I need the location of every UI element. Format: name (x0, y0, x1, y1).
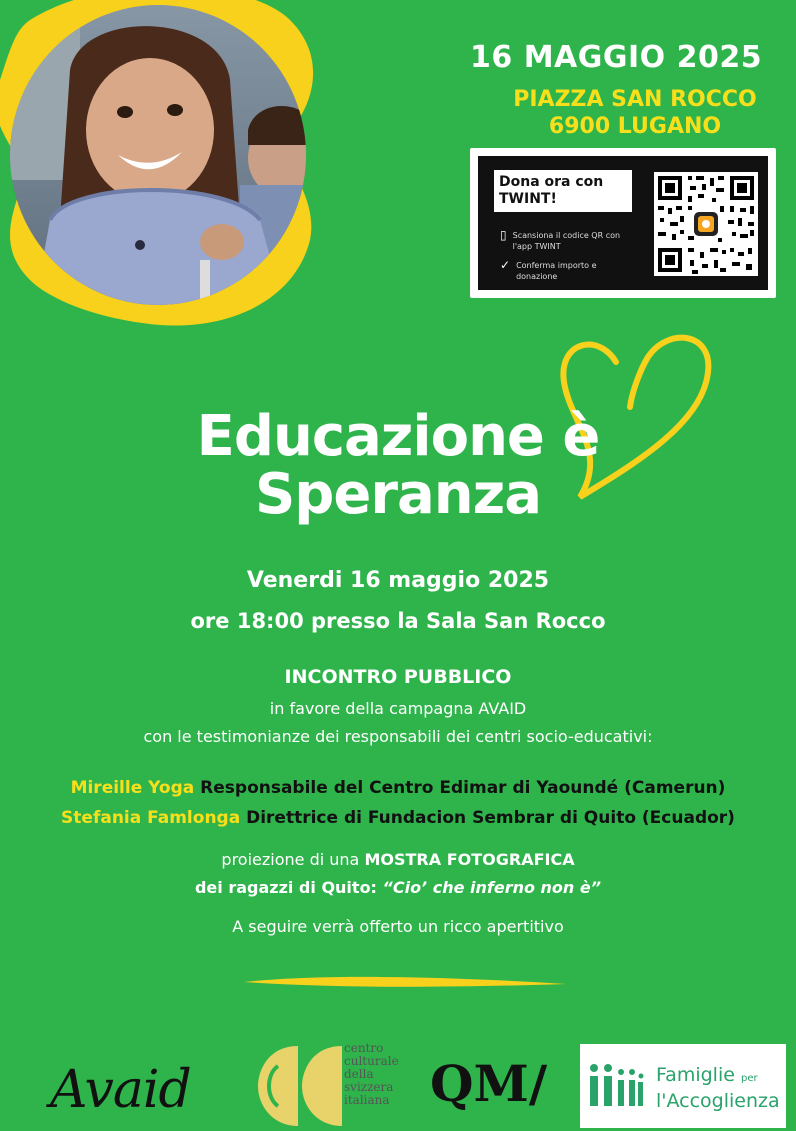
speaker-1-name: Mireille Yoga (70, 778, 195, 798)
qr-code[interactable] (654, 172, 758, 276)
exhibition-line-1 (0, 850, 796, 869)
famiglie-line-1: Famiglie (656, 1064, 735, 1086)
aperitivo-line: A seguire verrà offerto un ricco apertitivo (232, 917, 564, 936)
qr-code-graphic (654, 172, 758, 276)
decorative-swoosh (240, 968, 570, 996)
famiglie-logo-text (656, 1064, 780, 1112)
event-title (0, 404, 796, 527)
exhibition-bold: MOSTRA FOTOGRAFICA (364, 850, 575, 869)
avaid-logo (50, 1060, 191, 1120)
venue-line-1: PIAZZA SAN ROCCO (513, 87, 757, 112)
speaker-1-role: Responsabile del Centro Edimar di Yaoundé (Camerun) (200, 778, 726, 798)
speaker-2-role: Direttrice di Fundacion Sembrar di Quito (Ecuador) (246, 808, 735, 828)
avaid-logo-text: Avaid (50, 1060, 191, 1120)
twint-step-confirm (500, 260, 630, 282)
checkmark-icon: ✓ (500, 258, 511, 272)
exhibition-line-2 (0, 878, 796, 897)
twint-step-scan-text: Scansiona il codice QR con l'app TWINT (512, 231, 621, 251)
venue-line-2: 6900 LUGANO (548, 114, 722, 139)
centro-culturale-logo-mark (258, 1046, 342, 1126)
speaker-1 (0, 778, 796, 798)
twint-panel (478, 156, 768, 290)
centro-culturale-text: centro culturale della svizzera italiana (344, 1041, 399, 1107)
phone-icon: ▯ (500, 228, 507, 242)
event-time-line: ore 18:00 presso la Sala San Rocco (190, 609, 606, 633)
twint-step-confirm-text: Conferma importo e donazione (516, 261, 597, 281)
partner-logos (0, 1040, 796, 1131)
event-venue (470, 86, 796, 140)
famiglie-line-2: l'Accoglienza (656, 1090, 780, 1112)
exhibition-quote: “Cio’ che inferno non è” (382, 878, 602, 897)
qm-logo: QM/ (430, 1054, 548, 1113)
twint-donation-box[interactable] (470, 148, 776, 298)
famiglie-logo-mark (586, 1062, 646, 1112)
speaker-2-name: Stefania Famlonga (61, 808, 241, 828)
exhibition-pre: proiezione di una (221, 850, 365, 869)
twint-step-scan (500, 230, 630, 252)
title-line-1: Educazione è (196, 404, 600, 469)
hero-photo (0, 0, 320, 330)
exhibition-line2-pre: dei ragazzi di Quito: (194, 878, 383, 897)
famiglie-per: per (740, 1073, 758, 1084)
speaker-2 (0, 808, 796, 828)
testimonials-line: con le testimonianze dei responsabili dei centri socio-educativi: (143, 727, 653, 746)
famiglie-logo (580, 1044, 786, 1128)
public-meeting-heading: INCONTRO PUBBLICO (284, 666, 512, 688)
event-date-header: 16 MAGGIO 2025 (470, 40, 763, 75)
twint-title: Dona ora con TWINT! (494, 170, 632, 212)
title-line-2: Speranza (254, 462, 542, 527)
campaign-line: in favore della campagna AVAID (269, 699, 527, 718)
event-date-line: Venerdi 16 maggio 2025 (246, 568, 550, 593)
